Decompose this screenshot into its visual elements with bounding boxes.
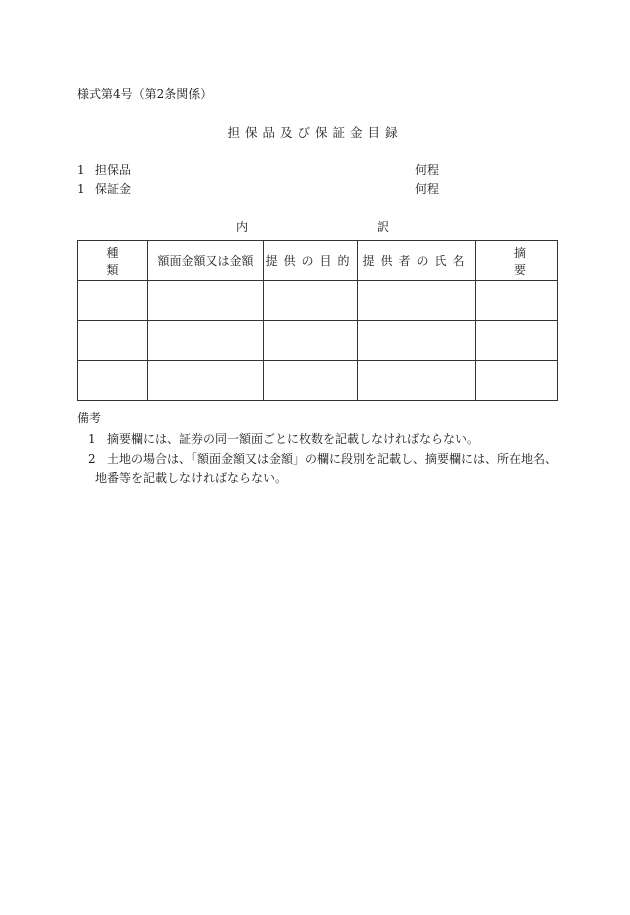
remark-text: 土地の場合は、「額面金額又は金額」の欄に段別を記載し、摘要欄には、所在地名、 <box>107 452 558 466</box>
remark-number: 2 <box>88 452 96 466</box>
table-cell <box>78 361 148 401</box>
table-header-row <box>78 241 558 281</box>
table-cell <box>358 321 476 361</box>
table-row <box>78 361 558 401</box>
table-cell <box>264 361 358 401</box>
table-cell <box>476 321 558 361</box>
table-row <box>78 281 558 321</box>
item-number: 1 <box>77 182 85 196</box>
header-remarks: 摘要 <box>476 241 558 281</box>
remark-text: 摘要欄には、証券の同一額面ごとに枚数を記載しなければならない。 <box>107 432 480 446</box>
table-cell <box>78 321 148 361</box>
collateral-table <box>77 240 565 401</box>
item-label: 保証金 <box>95 182 132 196</box>
table-cell <box>148 361 264 401</box>
remark-note <box>88 450 557 467</box>
form-number: 様式第4号（第2条関係） <box>77 87 213 101</box>
table-cell <box>148 281 264 321</box>
item-collateral-value: 何程 <box>415 163 440 177</box>
header-amount: 額面金額又は金額 <box>148 241 264 281</box>
table-cell <box>148 321 264 361</box>
table-cell <box>358 281 476 321</box>
table-cell <box>264 281 358 321</box>
table-cell <box>358 361 476 401</box>
breakdown-label-right: 訳 <box>377 220 390 234</box>
item-label: 担保品 <box>95 163 132 177</box>
table-cell <box>476 281 558 321</box>
item-collateral <box>77 161 131 178</box>
remark-continuation: 地番等を記載しなければならない。 <box>95 471 288 485</box>
header-provider-name: 提供者の氏名 <box>358 241 476 281</box>
header-type: 種類 <box>78 241 148 281</box>
remarks-title: 備考 <box>77 411 102 425</box>
breakdown-label-left: 内 <box>236 220 249 234</box>
table-cell <box>78 281 148 321</box>
document-title: 担保品及び保証金目録 <box>227 125 403 140</box>
item-number: 1 <box>77 163 85 177</box>
table-cell <box>264 321 358 361</box>
item-deposit-value: 何程 <box>415 182 440 196</box>
remark-number: 1 <box>88 432 96 446</box>
remark-note <box>88 430 479 447</box>
item-deposit <box>77 180 131 197</box>
header-purpose: 提供の目的 <box>264 241 358 281</box>
table-row <box>78 321 558 361</box>
table-cell <box>476 361 558 401</box>
